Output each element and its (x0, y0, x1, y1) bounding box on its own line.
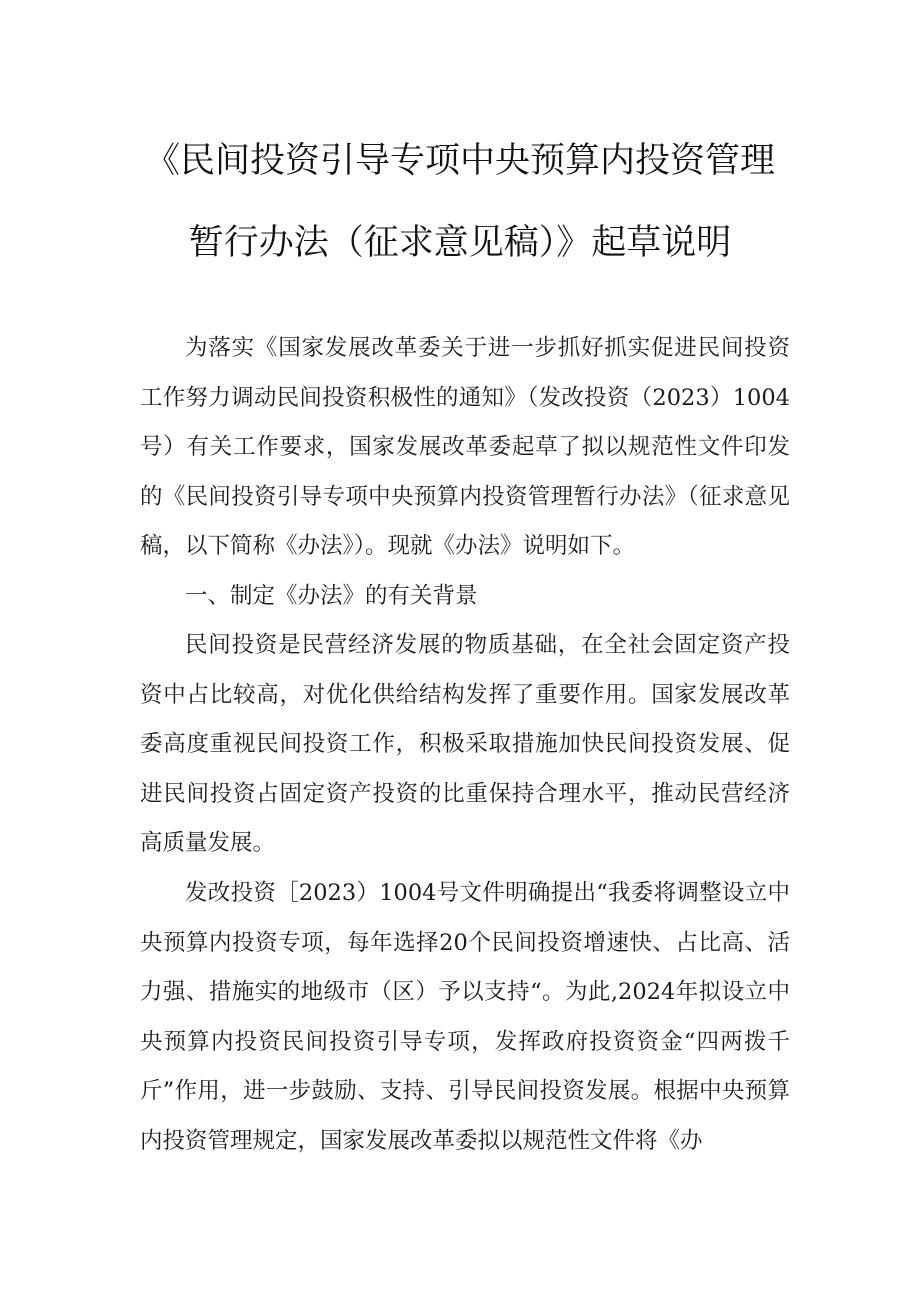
document-title-line-1: 《民间投资引导专项中央预算内投资管理 (144, 141, 775, 181)
document-title-line-2: 暂行办法（征求意见稿）》起草说明 (188, 223, 732, 263)
paragraph-intro: 为落实《国家发展改革委关于进一步抓好抓实促进民间投资工作努力调动民间投资积极性的通知》（发改投资（2023）1004号）有关工作要求，国家发展改革委起草了拟以规范性文件印发的《民间投资引导专项中央预算内投资管理暂行办法》（征求意见稿，以下简称《办法》）。现就《办法》说明如下。 (140, 335, 790, 559)
paragraph-private-investment: 民间投资是民营经济发展的物质基础，在全社会固定资产投资中占比较高，对优化供给结构发挥了重要作用。国家发展改革委高度重视民间投资工作，积极采取措施加快民间投资发展、促进民间投资占固定资产投资的比重保持合理水平，推动民营经济高质量发展。 (140, 632, 790, 856)
section-heading-background: 一、制定《办法》的有关背景 (185, 583, 478, 609)
paragraph-special-fund: 发改投资［2023）1004号文件明确提出“我委将调整设立中央预算内投资专项，每年选择20个民间投资增速快、占比高、活力强、措施实的地级市（区）予以支持“。为此,2024年拟设立中央预算内投资民间投资引导专项，发挥政府投资资金“四两拨千斤”作用，进一步鼓励、支持、引导民间投资发展。根据中央预算内投资管理规定，国家发展改革委拟以规范性文件将《办 (140, 880, 790, 1154)
